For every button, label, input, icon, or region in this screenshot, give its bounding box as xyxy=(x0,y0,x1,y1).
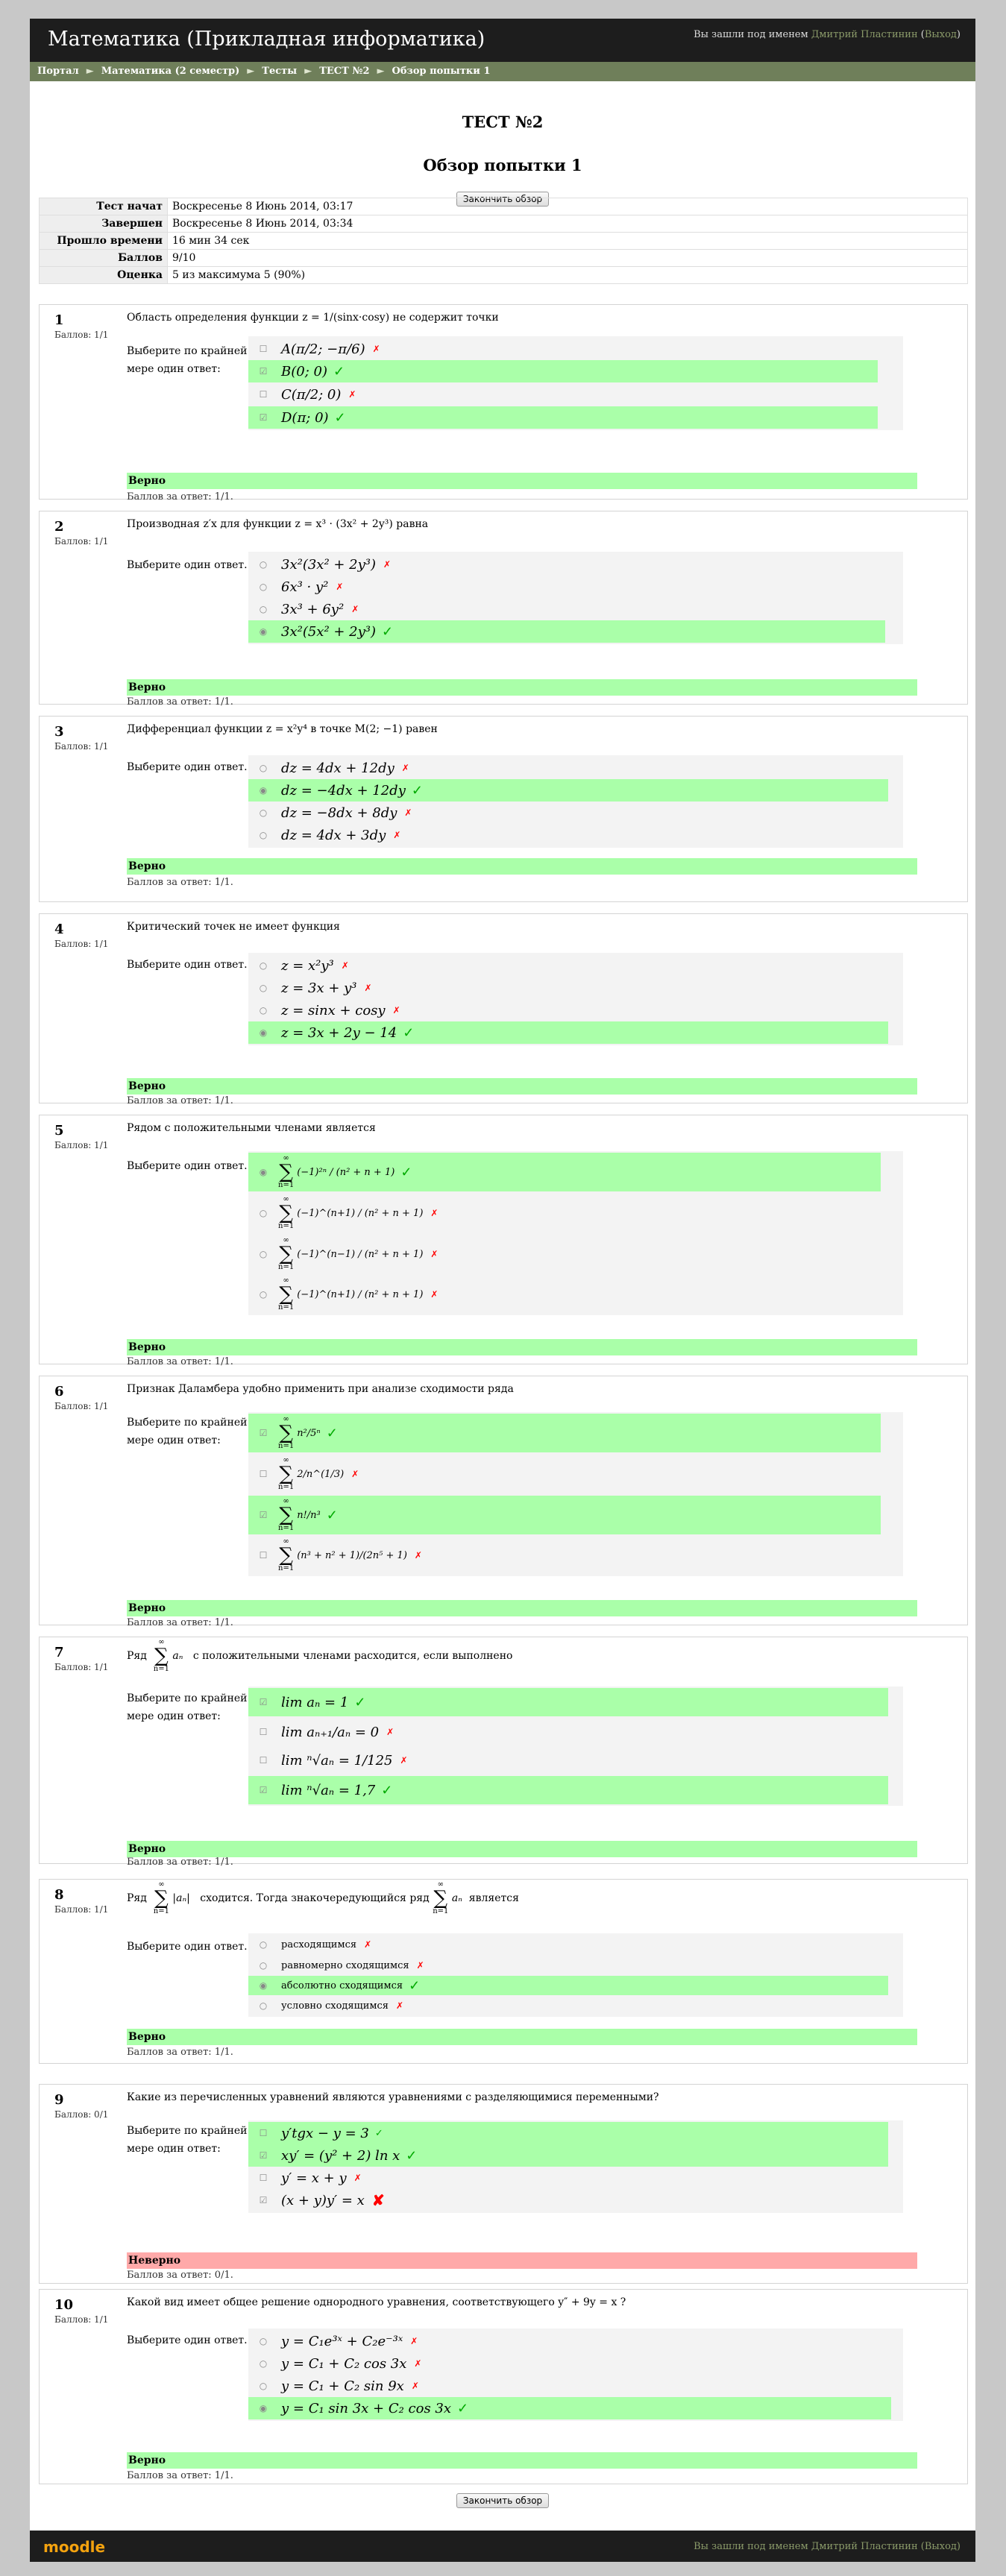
cross-icon: ✗ xyxy=(401,763,409,773)
question-number: 2 xyxy=(54,519,64,535)
question-number: 8 xyxy=(54,1887,64,1903)
option-text: равномерно сходящимся xyxy=(281,1959,409,1971)
answer-option[interactable] xyxy=(248,1935,903,1954)
answer-options xyxy=(248,755,903,848)
option-text: y = C₁ + C₂ cos 3x xyxy=(281,2355,407,2372)
answer-option[interactable] xyxy=(248,2189,903,2211)
question-mark: Баллов: 1/1 xyxy=(54,1401,109,1411)
question-text: Рядом с положительными членами является xyxy=(127,1122,376,1134)
cross-icon: ✗ xyxy=(351,1469,359,1479)
question-mark: Баллов: 1/1 xyxy=(54,939,109,949)
answer-option[interactable] xyxy=(248,383,903,406)
radio[interactable]: ◉ xyxy=(259,785,268,796)
option-text: (x + y)y′ = x xyxy=(281,2192,365,2208)
feedback-correct: Верно xyxy=(127,1600,917,1616)
header xyxy=(30,19,975,62)
option-text: условно сходящимся xyxy=(281,2000,389,2012)
option-text: (−1)^(n−1) / (n² + n + 1) xyxy=(297,1248,424,1260)
question-mark: Баллов: 1/1 xyxy=(54,1662,109,1672)
option-text: A(π/2; −π/6) xyxy=(281,341,365,357)
radio[interactable]: ○ xyxy=(259,2358,268,2369)
option-text: y = C₁ + C₂ sin 9x xyxy=(281,2378,404,2394)
question-number: 10 xyxy=(54,2297,74,2313)
option-text: y = C₁ sin 3x + C₂ cos 3x xyxy=(281,2400,452,2416)
question-score: Баллов за ответ: 1/1. xyxy=(127,877,233,888)
cross-icon: ✗ xyxy=(364,1939,372,1950)
check-icon: ✓ xyxy=(374,2127,383,2139)
check-icon: ✓ xyxy=(382,623,394,640)
checkbox[interactable]: ☑ xyxy=(259,366,268,377)
question-score: Баллов за ответ: 1/1. xyxy=(127,2047,233,2058)
finish-review-button[interactable]: Закончить обзор xyxy=(456,192,549,207)
review-title: Обзор попытки 1 xyxy=(423,156,582,174)
option-text: z = x²y³ xyxy=(281,957,334,974)
answer-option[interactable] xyxy=(248,1718,903,1746)
option-text: lim aₙ₊₁/aₙ = 0 xyxy=(281,1724,380,1740)
cross-icon: ✗ xyxy=(395,2000,404,2011)
radio[interactable]: ○ xyxy=(259,1249,268,1259)
feedback-correct: Верно xyxy=(127,1339,917,1355)
breadcrumb-test[interactable]: ТЕСТ №2 xyxy=(319,66,370,77)
question-text-body: сходится. Тогда знакочередующийся ряд xyxy=(200,1892,430,1904)
page xyxy=(30,19,975,2561)
checkbox[interactable]: ☑ xyxy=(259,2150,268,2161)
option-text: dz = −8dx + 8dy xyxy=(281,804,397,821)
breadcrumb-current: Обзор попытки 1 xyxy=(392,66,491,77)
breadcrumb-tests[interactable]: Тесты xyxy=(262,66,298,77)
course-title: Математика (Прикладная информатика) xyxy=(48,28,485,51)
cross-icon: ✗ xyxy=(348,389,356,400)
answer-options xyxy=(248,1933,903,2017)
cross-icon: ✗ xyxy=(383,559,392,570)
login-text: Вы зашли под именем xyxy=(694,29,808,40)
question-text: Производная z′x для функции z = x³ · (3x² + 2y³) равна xyxy=(127,518,429,530)
breadcrumb-portal[interactable]: Портал xyxy=(37,66,79,77)
cross-icon: ✗ xyxy=(372,344,380,354)
series-term: aₙ xyxy=(172,1650,183,1662)
answer-option[interactable] xyxy=(248,406,878,429)
check-icon: ✓ xyxy=(326,1425,338,1441)
option-text: 3x²(3x² + 2y³) xyxy=(281,556,377,573)
feedback-correct: Верно xyxy=(127,473,917,489)
option-text: z = 3x + y³ xyxy=(281,980,357,996)
answer-option[interactable] xyxy=(248,1746,903,1774)
checkbox[interactable]: ☐ xyxy=(259,2173,268,2183)
answer-prompt: Выберите один ответ. xyxy=(127,761,248,773)
check-icon: ✓ xyxy=(409,1977,421,1994)
question-text-prefix: Ряд xyxy=(127,1650,147,1662)
question-mark: Баллов: 1/1 xyxy=(54,741,109,752)
breadcrumb-sep: ► xyxy=(86,66,94,77)
check-icon: ✓ xyxy=(406,2147,418,2164)
summary-row xyxy=(40,267,968,284)
option-text: 3x³ + 6y² xyxy=(281,601,345,617)
answer-prompt: Выберите один ответ. xyxy=(127,2334,248,2346)
question-number: 7 xyxy=(54,1645,64,1660)
radio[interactable]: ○ xyxy=(259,2336,268,2346)
check-icon: ✓ xyxy=(381,1782,393,1798)
question-text: Какой вид имеет общее решение однородного уравнения, соответствующего y″ + 9y = x ? xyxy=(127,2296,626,2308)
option-text: z = sinx + cosy xyxy=(281,1002,386,1018)
answer-option[interactable] xyxy=(248,2352,903,2375)
checkbox[interactable]: ☐ xyxy=(259,1755,268,1766)
cross-icon: ✗ xyxy=(430,1289,438,1300)
question-9 xyxy=(39,2084,968,2284)
answer-option[interactable]: ☐ ∞ ∑ n=1 (n³ + n² + 1)/(2n⁵ + 1) ✗ xyxy=(248,1536,903,1575)
radio[interactable]: ○ xyxy=(259,807,268,818)
option-text: y′tgx − y = 3 xyxy=(281,2125,369,2141)
moodle-logo[interactable]: moodle xyxy=(43,2538,106,2556)
question-2 xyxy=(39,511,968,708)
login-info: Вы зашли под именем Дмитрий Пластинин (Выход) xyxy=(694,29,961,40)
option-text: (−1)^(n+1) / (n² + n + 1) xyxy=(297,1288,424,1300)
breadcrumb-course[interactable]: Математика (2 семестр) xyxy=(101,66,240,77)
check-icon: ✓ xyxy=(354,1694,366,1710)
question-score: Баллов за ответ: 1/1. xyxy=(127,1617,233,1628)
summary-label: Прошло времени xyxy=(40,233,168,250)
cross-icon: ✗ xyxy=(393,830,401,840)
answer-option[interactable] xyxy=(248,2375,903,2397)
answer-options xyxy=(248,1412,903,1576)
answer-option[interactable] xyxy=(248,2144,888,2167)
option-text: y′ = x + y xyxy=(281,2170,347,2186)
answer-option[interactable] xyxy=(248,553,903,576)
question-mark: Баллов: 1/1 xyxy=(54,330,109,340)
radio[interactable]: ◉ xyxy=(259,626,268,637)
cross-icon: ✗ xyxy=(430,1208,438,1218)
check-icon: ✓ xyxy=(334,409,346,426)
summary-label: Баллов xyxy=(40,250,168,267)
answer-option[interactable] xyxy=(248,1996,903,2015)
cross-icon: ✗ xyxy=(414,1550,422,1561)
answer-options xyxy=(248,1687,903,1806)
answer-option[interactable] xyxy=(248,1976,888,1995)
answer-option[interactable] xyxy=(248,338,903,360)
option-text: z = 3x + 2y − 14 xyxy=(281,1024,397,1041)
question-number: 6 xyxy=(54,1384,64,1399)
question-3 xyxy=(39,716,968,902)
option-text: (−1)²ⁿ / (n² + n + 1) xyxy=(297,1166,395,1178)
cross-icon: ✗ xyxy=(404,807,412,818)
option-text: расходящимся xyxy=(281,1939,357,1950)
question-text: Критический точек не имеет функция xyxy=(127,921,340,933)
option-text: dz = 4dx + 3dy xyxy=(281,827,386,843)
cross-icon: ✗ xyxy=(336,582,344,592)
cross-icon: ✗ xyxy=(416,1960,424,1971)
breadcrumb-sep: ► xyxy=(377,66,385,77)
series-term: |aₙ| xyxy=(172,1892,190,1904)
question-score: Баллов за ответ: 0/1. xyxy=(127,2270,233,2281)
radio[interactable]: ◉ xyxy=(259,1027,268,1038)
summary-label: Завершен xyxy=(40,215,168,233)
answer-option[interactable]: ☑ ∞ ∑ n=1 n!/n³ ✓ xyxy=(248,1496,881,1534)
radio[interactable]: ○ xyxy=(259,2381,268,2391)
question-mark: Баллов: 1/1 xyxy=(54,2314,109,2325)
checkbox[interactable]: ☐ xyxy=(259,344,268,354)
answer-option[interactable] xyxy=(248,1956,903,1975)
option-text: dz = 4dx + 12dy xyxy=(281,760,394,776)
question-text-prefix: Ряд xyxy=(127,1892,147,1904)
check-icon: ✓ xyxy=(333,363,345,380)
answer-options xyxy=(248,1151,903,1315)
cross-icon: ✗ xyxy=(430,1249,438,1259)
question-number: 4 xyxy=(54,922,64,937)
answer-option[interactable] xyxy=(248,954,903,977)
breadcrumb-sep: ► xyxy=(304,66,312,77)
question-6 xyxy=(39,1376,968,1628)
option-text: dz = −4dx + 12dy xyxy=(281,782,406,799)
test-title: ТЕСТ №2 xyxy=(462,113,544,131)
answer-options xyxy=(248,552,903,644)
radio[interactable]: ○ xyxy=(259,983,268,993)
option-text: n!/n³ xyxy=(297,1509,321,1521)
option-text: абсолютно сходящимся xyxy=(281,1980,403,1991)
answer-options xyxy=(248,2328,903,2421)
checkbox[interactable]: ☐ xyxy=(259,2128,268,2138)
question-5 xyxy=(39,1115,968,1367)
radio[interactable]: ○ xyxy=(259,1960,268,1971)
check-icon: ✓ xyxy=(400,1164,412,1180)
question-mark: Баллов: 1/1 xyxy=(54,1140,109,1150)
feedback-correct: Верно xyxy=(127,679,917,696)
footer-login-info: Вы зашли под именем Дмитрий Пластинин (Выход) xyxy=(694,2541,961,2552)
check-icon: ✓ xyxy=(457,2400,469,2416)
breadcrumb xyxy=(30,62,975,81)
option-text: B(0; 0) xyxy=(281,363,327,380)
question-text: Ряд ∞ ∑ n=1 |aₙ| сходится. Тогда знакочередующийся ряд ∞ ∑ n=1 aₙ является xyxy=(127,1880,519,1915)
radio[interactable]: ○ xyxy=(259,830,268,840)
checkbox[interactable]: ☑ xyxy=(259,2195,268,2205)
question-mark: Баллов: 1/1 xyxy=(54,536,109,547)
question-number: 3 xyxy=(54,724,64,740)
cross-icon: ✗ xyxy=(386,1727,394,1737)
summary-value: 5 из максимума 5 (90%) xyxy=(168,267,968,284)
check-icon: ✓ xyxy=(326,1507,338,1523)
checkbox[interactable]: ☐ xyxy=(259,1727,268,1737)
summary-row xyxy=(40,233,968,250)
question-text: Какие из перечисленных уравнений являются уравнениями с разделяющимися переменными? xyxy=(127,2091,659,2103)
option-text: (n³ + n² + 1)/(2n⁵ + 1) xyxy=(297,1549,407,1561)
breadcrumb-sep: ► xyxy=(247,66,255,77)
footer-user-link[interactable]: Дмитрий Пластинин xyxy=(811,2541,918,2552)
radio[interactable]: ○ xyxy=(259,604,268,614)
footer xyxy=(30,2531,975,2562)
answer-option[interactable] xyxy=(248,1688,888,1716)
answer-option[interactable] xyxy=(248,1776,888,1804)
answer-option[interactable] xyxy=(248,1021,888,1044)
option-text: n²/5ⁿ xyxy=(297,1427,321,1439)
answer-option[interactable] xyxy=(248,360,878,382)
attempt-summary xyxy=(39,198,968,284)
question-text-suffix: является xyxy=(468,1892,519,1904)
cross-icon: ✘ xyxy=(371,2191,385,2209)
question-text: Дифференциал функции z = x²y⁴ в точке M(2; −1) равен xyxy=(127,723,438,735)
question-score: Баллов за ответ: 1/1. xyxy=(127,1857,233,1868)
answer-option[interactable] xyxy=(248,757,903,779)
finish-review-button-bottom[interactable]: Закончить обзор xyxy=(456,2493,549,2508)
checkbox[interactable]: ☐ xyxy=(259,389,268,400)
option-text: C(π/2; 0) xyxy=(281,386,342,403)
user-link[interactable]: Дмитрий Пластинин xyxy=(811,29,918,40)
radio[interactable]: ○ xyxy=(259,960,268,971)
feedback-incorrect: Неверно xyxy=(127,2252,917,2269)
question-10 xyxy=(39,2289,968,2484)
question-8 xyxy=(39,1879,968,2064)
checkbox[interactable]: ☑ xyxy=(259,1697,268,1707)
answer-option[interactable]: ◉ ∞ ∑ n=1 (−1)²ⁿ / (n² + n + 1) ✓ xyxy=(248,1153,881,1191)
checkbox[interactable]: ☐ xyxy=(259,1550,268,1561)
answer-option[interactable]: ○ ∞ ∑ n=1 (−1)^(n+1) / (n² + n + 1) ✗ xyxy=(248,1275,903,1314)
answer-option[interactable]: ○ ∞ ∑ n=1 (−1)^(n−1) / (n² + n + 1) ✗ xyxy=(248,1235,903,1273)
cross-icon: ✗ xyxy=(411,2381,419,2391)
question-number: 9 xyxy=(54,2092,64,2108)
option-text: xy′ = (y² + 2) ln x xyxy=(281,2147,400,2164)
radio[interactable]: ○ xyxy=(259,1005,268,1015)
cross-icon: ✗ xyxy=(353,2173,362,2183)
cross-icon: ✗ xyxy=(341,960,349,971)
answer-options xyxy=(248,336,903,430)
footer-login-text: Вы зашли под именем xyxy=(694,2541,808,2552)
option-text: lim ⁿ√aₙ = 1,7 xyxy=(281,1782,376,1798)
question-score: Баллов за ответ: 1/1. xyxy=(127,2470,233,2481)
radio[interactable]: ○ xyxy=(259,1208,268,1218)
question-mark: Баллов: 1/1 xyxy=(54,1904,109,1915)
checkbox[interactable]: ☑ xyxy=(259,1428,268,1438)
answer-options xyxy=(248,953,903,1045)
feedback-correct: Верно xyxy=(127,1841,917,1857)
summary-row xyxy=(40,250,968,267)
answer-option[interactable] xyxy=(248,576,903,598)
feedback-correct: Верно xyxy=(127,2452,917,2469)
check-icon: ✓ xyxy=(403,1024,415,1041)
logout-link[interactable]: Выход xyxy=(924,29,957,40)
answer-option[interactable] xyxy=(248,598,903,620)
radio[interactable]: ◉ xyxy=(259,2403,268,2413)
answer-option[interactable] xyxy=(248,2122,888,2144)
answer-option[interactable] xyxy=(248,2397,891,2419)
answer-prompt: Выберите один ответ. xyxy=(127,559,248,571)
checkbox[interactable]: ☐ xyxy=(259,1469,268,1479)
question-score: Баллов за ответ: 1/1. xyxy=(127,696,233,708)
answer-option[interactable] xyxy=(248,999,903,1021)
answer-prompt: Выберите по крайней мере один ответ: xyxy=(127,2125,248,2155)
radio[interactable]: ○ xyxy=(259,559,268,570)
answer-prompt: Выберите по крайней мере один ответ: xyxy=(127,345,248,375)
option-text: 2/n^(1/3) xyxy=(297,1468,345,1480)
summary-value: 9/10 xyxy=(168,250,968,267)
feedback-correct: Верно xyxy=(127,858,917,875)
answer-prompt: Выберите по крайней мере один ответ: xyxy=(127,1417,248,1446)
question-score: Баллов за ответ: 1/1. xyxy=(127,1356,233,1367)
summary-value: Воскресенье 8 Июнь 2014, 03:34 xyxy=(168,215,968,233)
radio[interactable]: ○ xyxy=(259,1289,268,1300)
question-number: 5 xyxy=(54,1123,64,1139)
question-text: Признак Даламбера удобно применить при анализе сходимости ряда xyxy=(127,1383,514,1395)
option-text: D(π; 0) xyxy=(281,409,329,426)
summary-label: Оценка xyxy=(40,267,168,284)
answer-option[interactable]: ☐ ∞ ∑ n=1 2/n^(1/3) ✗ xyxy=(248,1455,903,1493)
radio[interactable]: ◉ xyxy=(259,1167,268,1177)
answer-option[interactable] xyxy=(248,2330,903,2352)
question-score: Баллов за ответ: 1/1. xyxy=(127,1095,233,1106)
question-score: Баллов за ответ: 1/1. xyxy=(127,491,233,503)
footer-logout-link[interactable]: Выход xyxy=(924,2541,957,2552)
answer-options xyxy=(248,2120,903,2213)
summary-row xyxy=(40,215,968,233)
summary-label: Тест начат xyxy=(40,198,168,215)
radio[interactable]: ○ xyxy=(259,2000,268,2011)
checkbox[interactable]: ☑ xyxy=(259,412,268,423)
option-text: (−1)^(n+1) / (n² + n + 1) xyxy=(297,1207,424,1219)
answer-option[interactable] xyxy=(248,977,903,999)
summary-row xyxy=(40,198,968,215)
option-text: lim aₙ = 1 xyxy=(281,1694,349,1710)
feedback-correct: Верно xyxy=(127,2029,917,2045)
question-text-body: с положительными членами расходится, если выполнено xyxy=(192,1650,513,1662)
option-text: y = C₁e³ˣ + C₂e⁻³ˣ xyxy=(281,2333,403,2349)
radio[interactable]: ○ xyxy=(259,763,268,773)
answer-prompt: Выберите один ответ. xyxy=(127,959,248,971)
answer-option[interactable] xyxy=(248,779,888,802)
question-text: Ряд ∞ ∑ n=1 aₙ с положительными членами расходится, если выполнено xyxy=(127,1638,513,1673)
question-1 xyxy=(39,304,968,503)
summary-value: Воскресенье 8 Июнь 2014, 03:17 xyxy=(168,198,968,215)
cross-icon: ✗ xyxy=(392,1005,400,1015)
answer-option[interactable]: ○ ∞ ∑ n=1 (−1)^(n+1) / (n² + n + 1) ✗ xyxy=(248,1194,903,1232)
question-7 xyxy=(39,1637,968,1868)
feedback-correct: Верно xyxy=(127,1078,917,1095)
cross-icon: ✗ xyxy=(400,1755,408,1766)
cross-icon: ✗ xyxy=(410,2336,418,2346)
question-number: 1 xyxy=(54,312,64,328)
cross-icon: ✗ xyxy=(364,983,372,993)
answer-option[interactable] xyxy=(248,802,903,824)
radio[interactable]: ○ xyxy=(259,582,268,592)
series-term-2: aₙ xyxy=(451,1892,462,1904)
summary-value: 16 мин 34 сек xyxy=(168,233,968,250)
question-text: Область определения функции z = 1/(sinx·cosy) не содержит точки xyxy=(127,312,499,324)
radio[interactable]: ◉ xyxy=(259,1980,268,1991)
answer-option[interactable] xyxy=(248,824,903,846)
answer-prompt: Выберите один ответ. xyxy=(127,1941,248,1953)
radio[interactable]: ○ xyxy=(259,1939,268,1950)
cross-icon: ✗ xyxy=(351,604,359,614)
checkbox[interactable]: ☑ xyxy=(259,1785,268,1795)
answer-prompt: Выберите по крайней мере один ответ: xyxy=(127,1692,248,1722)
question-mark: Баллов: 0/1 xyxy=(54,2109,109,2120)
check-icon: ✓ xyxy=(411,782,423,799)
option-text: 3x²(5x² + 2y³) xyxy=(281,623,377,640)
answer-option[interactable] xyxy=(248,620,885,643)
cross-icon: ✗ xyxy=(414,2358,422,2369)
answer-option[interactable] xyxy=(248,2167,903,2189)
checkbox[interactable]: ☑ xyxy=(259,1510,268,1520)
question-4 xyxy=(39,913,968,1106)
option-text: lim ⁿ√aₙ = 1/125 xyxy=(281,1752,393,1769)
answer-prompt: Выберите один ответ. xyxy=(127,1160,248,1172)
answer-option[interactable]: ☑ ∞ ∑ n=1 n²/5ⁿ ✓ xyxy=(248,1414,881,1452)
option-text: 6x³ · y² xyxy=(281,579,329,595)
